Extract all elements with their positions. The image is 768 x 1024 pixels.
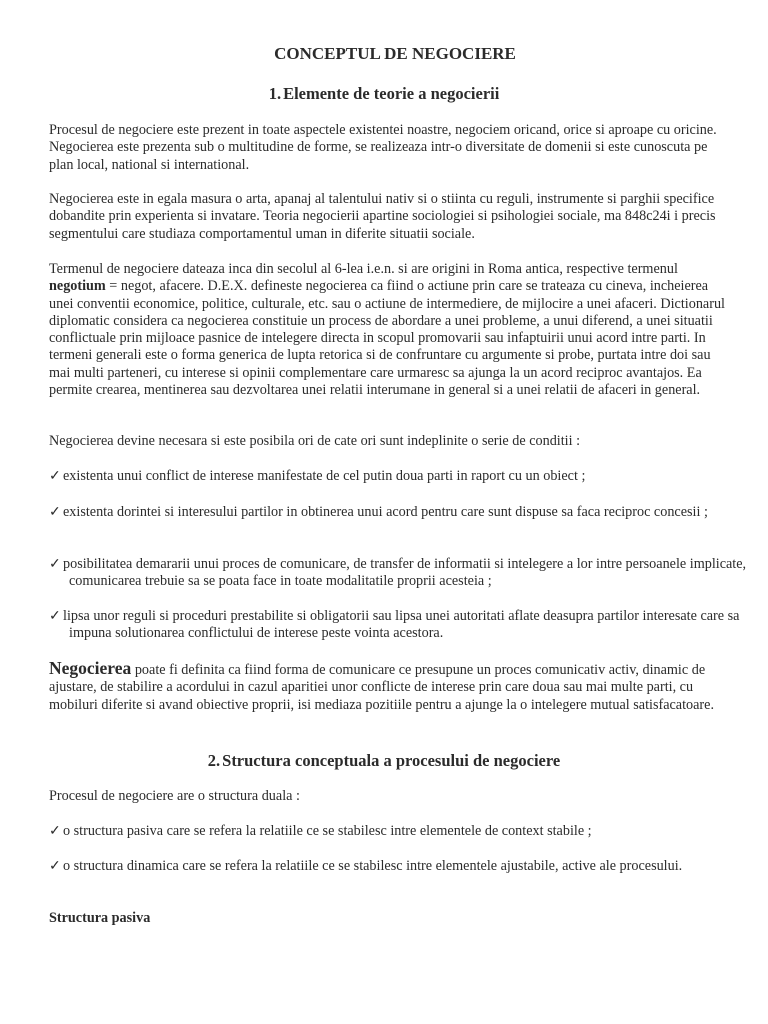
subheading-structura-pasiva: [49, 910, 729, 927]
paragraph-5-rest: poate fi definita ca fiind forma de comunicare ce presupune un proces comunicativ activ, dinamic de ajustare, de stabilire a acordului in cazul aparitiei unor conflicte de interese prin care doua sau mai multe parti, cu mobiluri diferite si avand obiective proprii, isi mediaza pozitiile pentru a ajunge la o intelegere mutual satisfacatoare.: [49, 662, 714, 713]
condition-text-1: existenta unui conflict de interese manifestate de cel putin doua parti in raport cu un obiect ;: [63, 468, 586, 484]
condition-item-2: [49, 504, 749, 521]
term-negotium: negotium: [49, 278, 106, 295]
checkmark-icon: ✓: [49, 858, 61, 874]
term-negocierea: Negocierea: [49, 658, 132, 678]
condition-text-3: posibilitatea demararii unui proces de comunicare, de transfer de informatii si intelegere a lor intre persoanele implicate, comunicarea trebuie sa se poata face in toate modalitatile proprii acesteia ;: [63, 556, 747, 590]
condition-item-3: [49, 556, 749, 591]
section-1-heading: [0, 84, 768, 104]
paragraph-3-part-b: = negot, afacere. D.E.X. defineste negocierea ca fiind o actiune prin care se trateaza cu cineva, incheierea unei conventii economice, politice, culturale, etc. sau o actiune de intermediere, de mijlocire a unei afaceri. Dictionarul diplomatic considera ca negocierea constituie un process de abordare a unei probleme, a unui diferend, a unei situatii conflictuale prin mijloace pasnice de intelegere directa in scopul promovarii sau infaptuirii unui acord intre parti. In termeni generali este o forma generica de lupta retorica si de confruntare cu argumente si probe, purtata intre doi sau mai multi parteneri, cu interese si opinii complementare care urmaresc sa ajunga la un acord reciproc avantajos. Ea permite crearea, mentinerea sau dezvoltarea unei relatii interumane in general si a unei relatii de afaceri in general.: [49, 278, 725, 399]
section-2-heading: [0, 751, 768, 771]
paragraph-5: [49, 660, 729, 714]
condition-item-1: [49, 468, 749, 485]
paragraph-6: Procesul de negociere are o structura duala :: [49, 788, 300, 804]
checkmark-icon: ✓: [49, 556, 61, 572]
paragraph-2: Negocierea este in egala masura o arta, apanaj al talentului nativ si o stiinta cu reguli, instrumente si parghii specifice dobandite prin experienta si invatare. Teoria negocierii apartine sociologiei si psihologiei sociale, ma 848c24i i precis segmentului care studiaza comportamentul uman in diferite situatii sociale.: [49, 191, 716, 242]
section-1-title: Elemente de teorie a negocierii: [283, 84, 500, 103]
paragraph-4: Negocierea devine necesara si este posibila ori de cate ori sunt indeplinite o serie de conditii :: [49, 433, 581, 449]
checkmark-icon: ✓: [49, 504, 61, 520]
subheading-text: Structura pasiva: [49, 910, 151, 926]
structure-item-1: [49, 823, 749, 840]
paragraph-1: Procesul de negociere este prezent in toate aspectele existentei noastre, negociem oricand, orice si aproape cu oricine. Negocierea este prezenta sub o multitudine de forme, se realizeaza intr-o diversitate de domenii si este cunoscuta pe plan local, national si international.: [49, 122, 717, 173]
section-1-number: 1.: [268, 84, 282, 103]
paragraph-3: [49, 261, 729, 399]
section-2-title: Structura conceptuala a procesului de negociere: [222, 751, 561, 770]
structure-text-2: o structura dinamica care se refera la relatiile ce se stabilesc intre elementele ajustabile, active ale procesului.: [63, 858, 683, 874]
structure-text-1: o structura pasiva care se refera la relatiile ce se stabilesc intre elementele de context stabile ;: [63, 823, 592, 839]
checkmark-icon: ✓: [49, 823, 61, 839]
condition-text-2: existenta dorintei si interesului partilor in obtinerea unui acord pentru care sunt dispuse sa faca reciproc concesii ;: [63, 504, 708, 520]
structure-item-2: [49, 858, 729, 875]
checkmark-icon: ✓: [49, 468, 61, 484]
document-title: CONCEPTUL DE NEGOCIERE: [274, 44, 516, 63]
condition-text-4: lipsa unor reguli si proceduri prestabilite si obligatorii sau lipsa unei autoritati aflate deasupra partilor interesate care sa impuna solutionarea conflictului de interese peste vointa acestora.: [63, 608, 740, 642]
paragraph-3-part-a: Termenul de negociere dateaza inca din secolul al 6-lea i.e.n. si are origini in Roma antica, respective termenul: [49, 261, 678, 277]
section-2-number: 2.: [207, 751, 221, 770]
checkmark-icon: ✓: [49, 608, 61, 624]
condition-item-4: [49, 608, 749, 643]
